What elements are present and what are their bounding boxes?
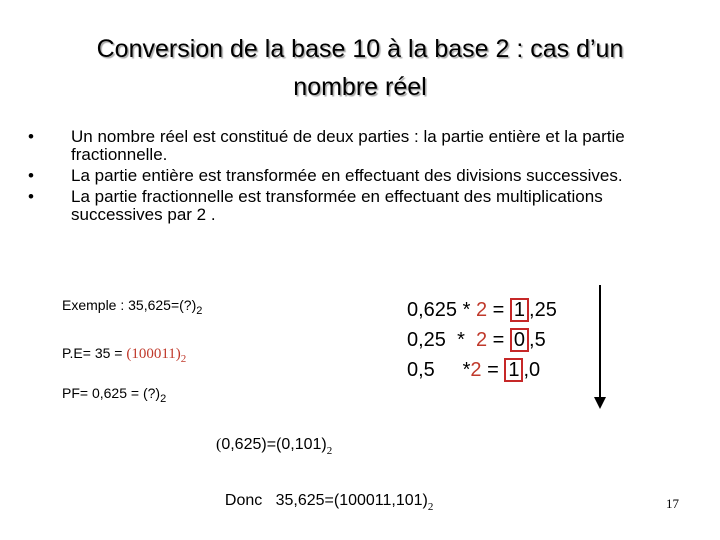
calc-row: [407, 357, 540, 383]
bullet-text: La partie fractionnelle est transformée en effectuant des multiplications successives par 2 .: [71, 187, 603, 224]
base-subscript: 2: [427, 501, 434, 513]
result-line-2: [216, 474, 434, 513]
calc-operator: *: [462, 359, 471, 381]
calc-operand: 0,625: [407, 299, 458, 321]
bullet-item: [28, 167, 688, 185]
calc-equals: =: [487, 359, 499, 381]
calc-operand: 0,5: [407, 359, 435, 381]
example-line-1: [62, 297, 203, 317]
title-line-2: nombre réel: [293, 73, 427, 101]
down-arrow-icon: [592, 283, 608, 413]
result-text: Donc 35,625=(100011,101): [224, 492, 428, 509]
calc-operand: 0,25: [407, 329, 446, 351]
calc-factor: 2: [470, 359, 482, 381]
slide-title: [20, 30, 700, 106]
calc-row: [407, 297, 557, 323]
calc-remainder: ,5: [529, 329, 546, 351]
calc-equals: =: [492, 299, 505, 321]
bullet-item: [28, 188, 688, 224]
calc-row: [407, 327, 546, 353]
fraction-part-label: PF= 0,625 = (?): [62, 385, 161, 401]
calc-remainder: ,25: [529, 299, 557, 321]
base-subscript: 2: [196, 305, 203, 317]
bullet-dot: •: [28, 127, 34, 146]
result-digit-box: 1: [510, 298, 529, 322]
calc-factor: 2: [475, 299, 488, 321]
bullet-list: [28, 128, 688, 227]
bullet-text: Un nombre réel est constitué de deux parties : la partie entière et la partie fractionnelle.: [71, 127, 625, 164]
calc-operator: *: [457, 329, 465, 351]
integer-part-value: (100011): [126, 346, 181, 362]
page-number: 17: [666, 496, 679, 511]
base-subscript: 2: [160, 393, 167, 405]
calc-remainder: ,0: [523, 359, 541, 381]
bullet-item: [28, 128, 688, 164]
result-paren: (: [216, 436, 222, 453]
calc-operator: *: [462, 299, 471, 321]
title-line-1: Conversion de la base 10 à la base 2 : cas d’un: [96, 35, 624, 63]
example-text: Exemple : 35,625=(?): [62, 297, 197, 313]
bullet-dot: •: [28, 187, 34, 206]
bullet-text: La partie entière est transformée en effectuant des divisions successives.: [71, 166, 623, 185]
base-subscript: 2: [326, 445, 333, 457]
base-subscript: 2: [180, 353, 187, 365]
result-digit-box: 0: [510, 328, 529, 352]
calc-equals: =: [492, 329, 505, 351]
example-line-2: [62, 345, 186, 363]
calc-factor: 2: [475, 329, 488, 351]
result-line-1: [216, 436, 333, 457]
example-line-3: [62, 385, 167, 405]
result-digit-box: 1: [504, 358, 523, 382]
result-text: 0,625)=(0,101): [221, 436, 327, 453]
integer-part-label: P.E= 35 =: [62, 345, 127, 361]
bullet-dot: •: [28, 166, 34, 185]
